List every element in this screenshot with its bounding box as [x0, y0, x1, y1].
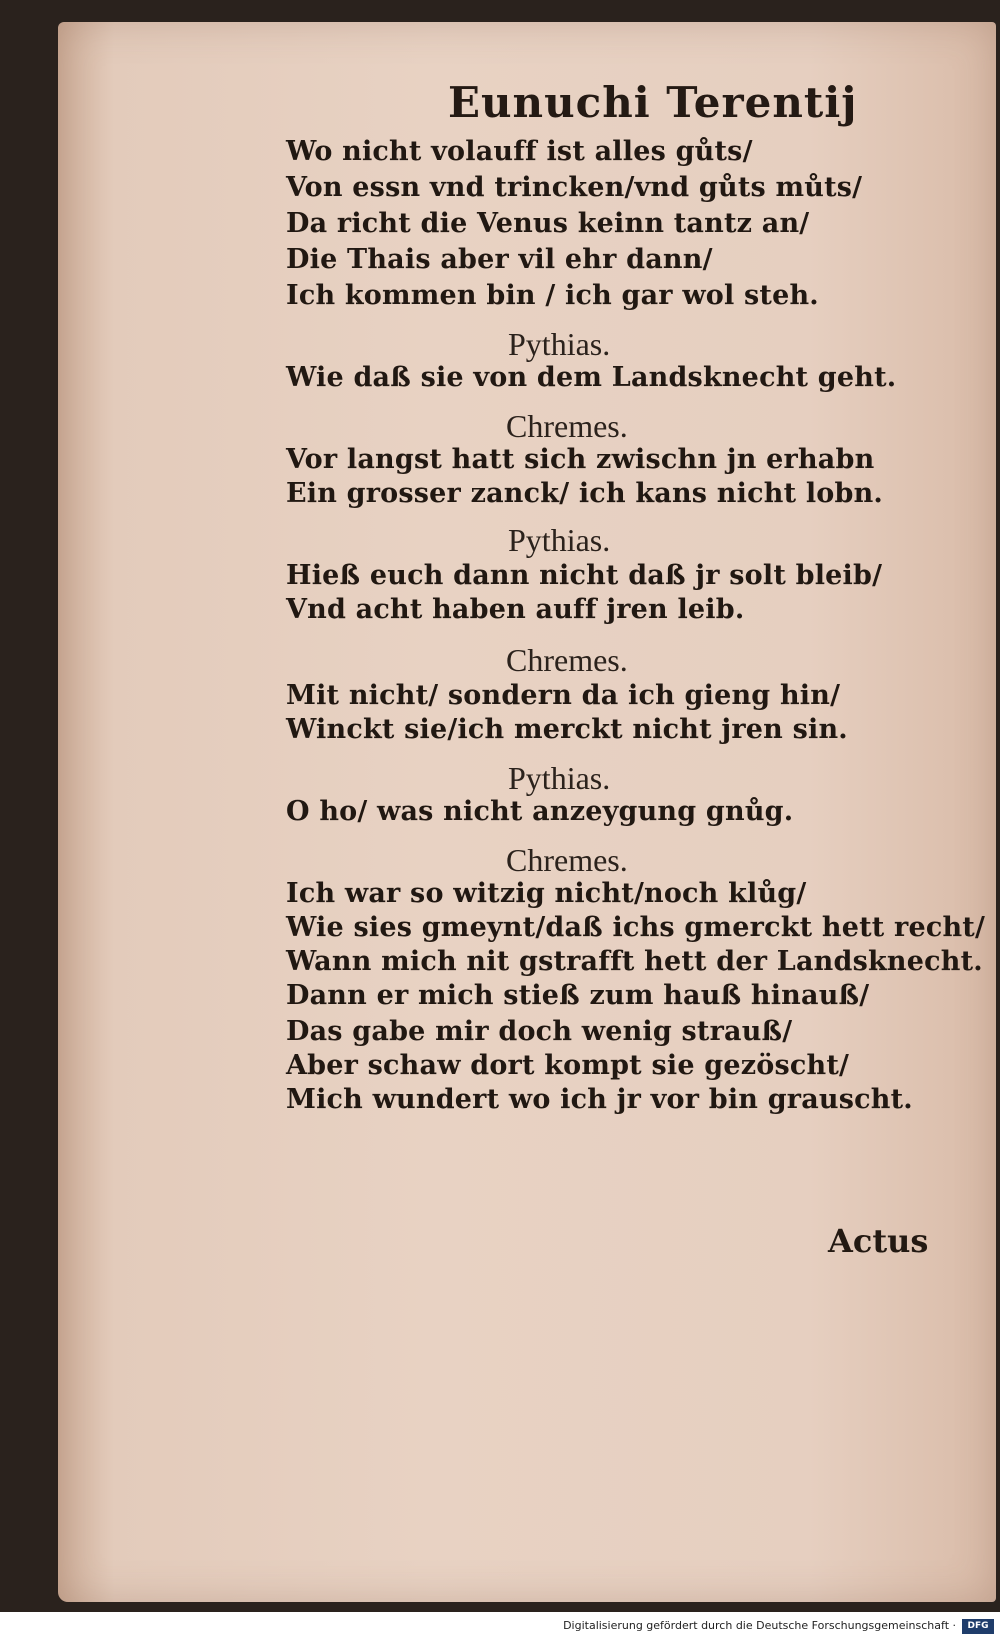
verse-line: O ho/ was nicht anzeygung gnůg.: [286, 796, 794, 827]
verse-line: Wie sies gmeynt/daß ichs gmerckt hett recht/: [286, 912, 986, 943]
verse-line: Hieß euch dann nicht daß jr solt bleib/: [286, 560, 883, 591]
speaker-name: Pythias.: [508, 326, 611, 362]
verse-line: Die Thais aber vil ehr dann/: [286, 244, 713, 275]
verse-line: Vor langst hatt sich zwischn jn erhabn: [286, 444, 875, 475]
verse-line: Ich kommen bin / ich gar wol steh.: [286, 280, 819, 311]
dfg-logo-icon: DFG: [962, 1619, 994, 1634]
verse-line: Aber schaw dort kompt sie gezöscht/: [286, 1050, 850, 1081]
verse-line: Mit nicht/ sondern da ich gieng hin/: [286, 680, 841, 711]
running-head: Eunuchi Terentij: [448, 78, 858, 127]
footer-credit: Digitalisierung gefördert durch die Deutsche Forschungsgemeinschaft ·: [563, 1619, 956, 1632]
verse-line: Mich wundert wo ich jr vor bin grauscht.: [286, 1084, 913, 1115]
verse-line: Wie daß sie von dem Landsknecht geht.: [286, 362, 897, 393]
verse-line: Ich war so witzig nicht/noch klůg/: [286, 878, 807, 909]
verse-line: Da richt die Venus keinn tantz an/: [286, 208, 810, 239]
verse-line: Ein grosser zanck/ ich kans nicht lobn.: [286, 478, 884, 509]
speaker-name: Pythias.: [508, 760, 611, 796]
verse-line: Das gabe mir doch wenig strauß/: [286, 1016, 793, 1047]
verse-line: Von essn vnd trincken/vnd gůts můts/: [286, 172, 863, 203]
speaker-name: Chremes.: [506, 842, 628, 878]
speaker-name: Chremes.: [506, 642, 628, 678]
speaker-name: Chremes.: [506, 408, 628, 444]
verse-line: Winckt sie/ich merckt nicht jren sin.: [286, 714, 848, 745]
catchword: Actus: [828, 1222, 929, 1260]
speaker-name: Pythias.: [508, 522, 611, 558]
verse-line: Wann mich nit gstrafft hett der Landsknecht.: [286, 946, 983, 977]
digitization-footer: [0, 1612, 1000, 1641]
verse-line: Vnd acht haben auff jren leib.: [286, 594, 745, 625]
verse-line: Dann er mich stieß zum hauß hinauß/: [286, 980, 870, 1011]
verse-line: Wo nicht volauff ist alles gůts/: [286, 136, 753, 167]
